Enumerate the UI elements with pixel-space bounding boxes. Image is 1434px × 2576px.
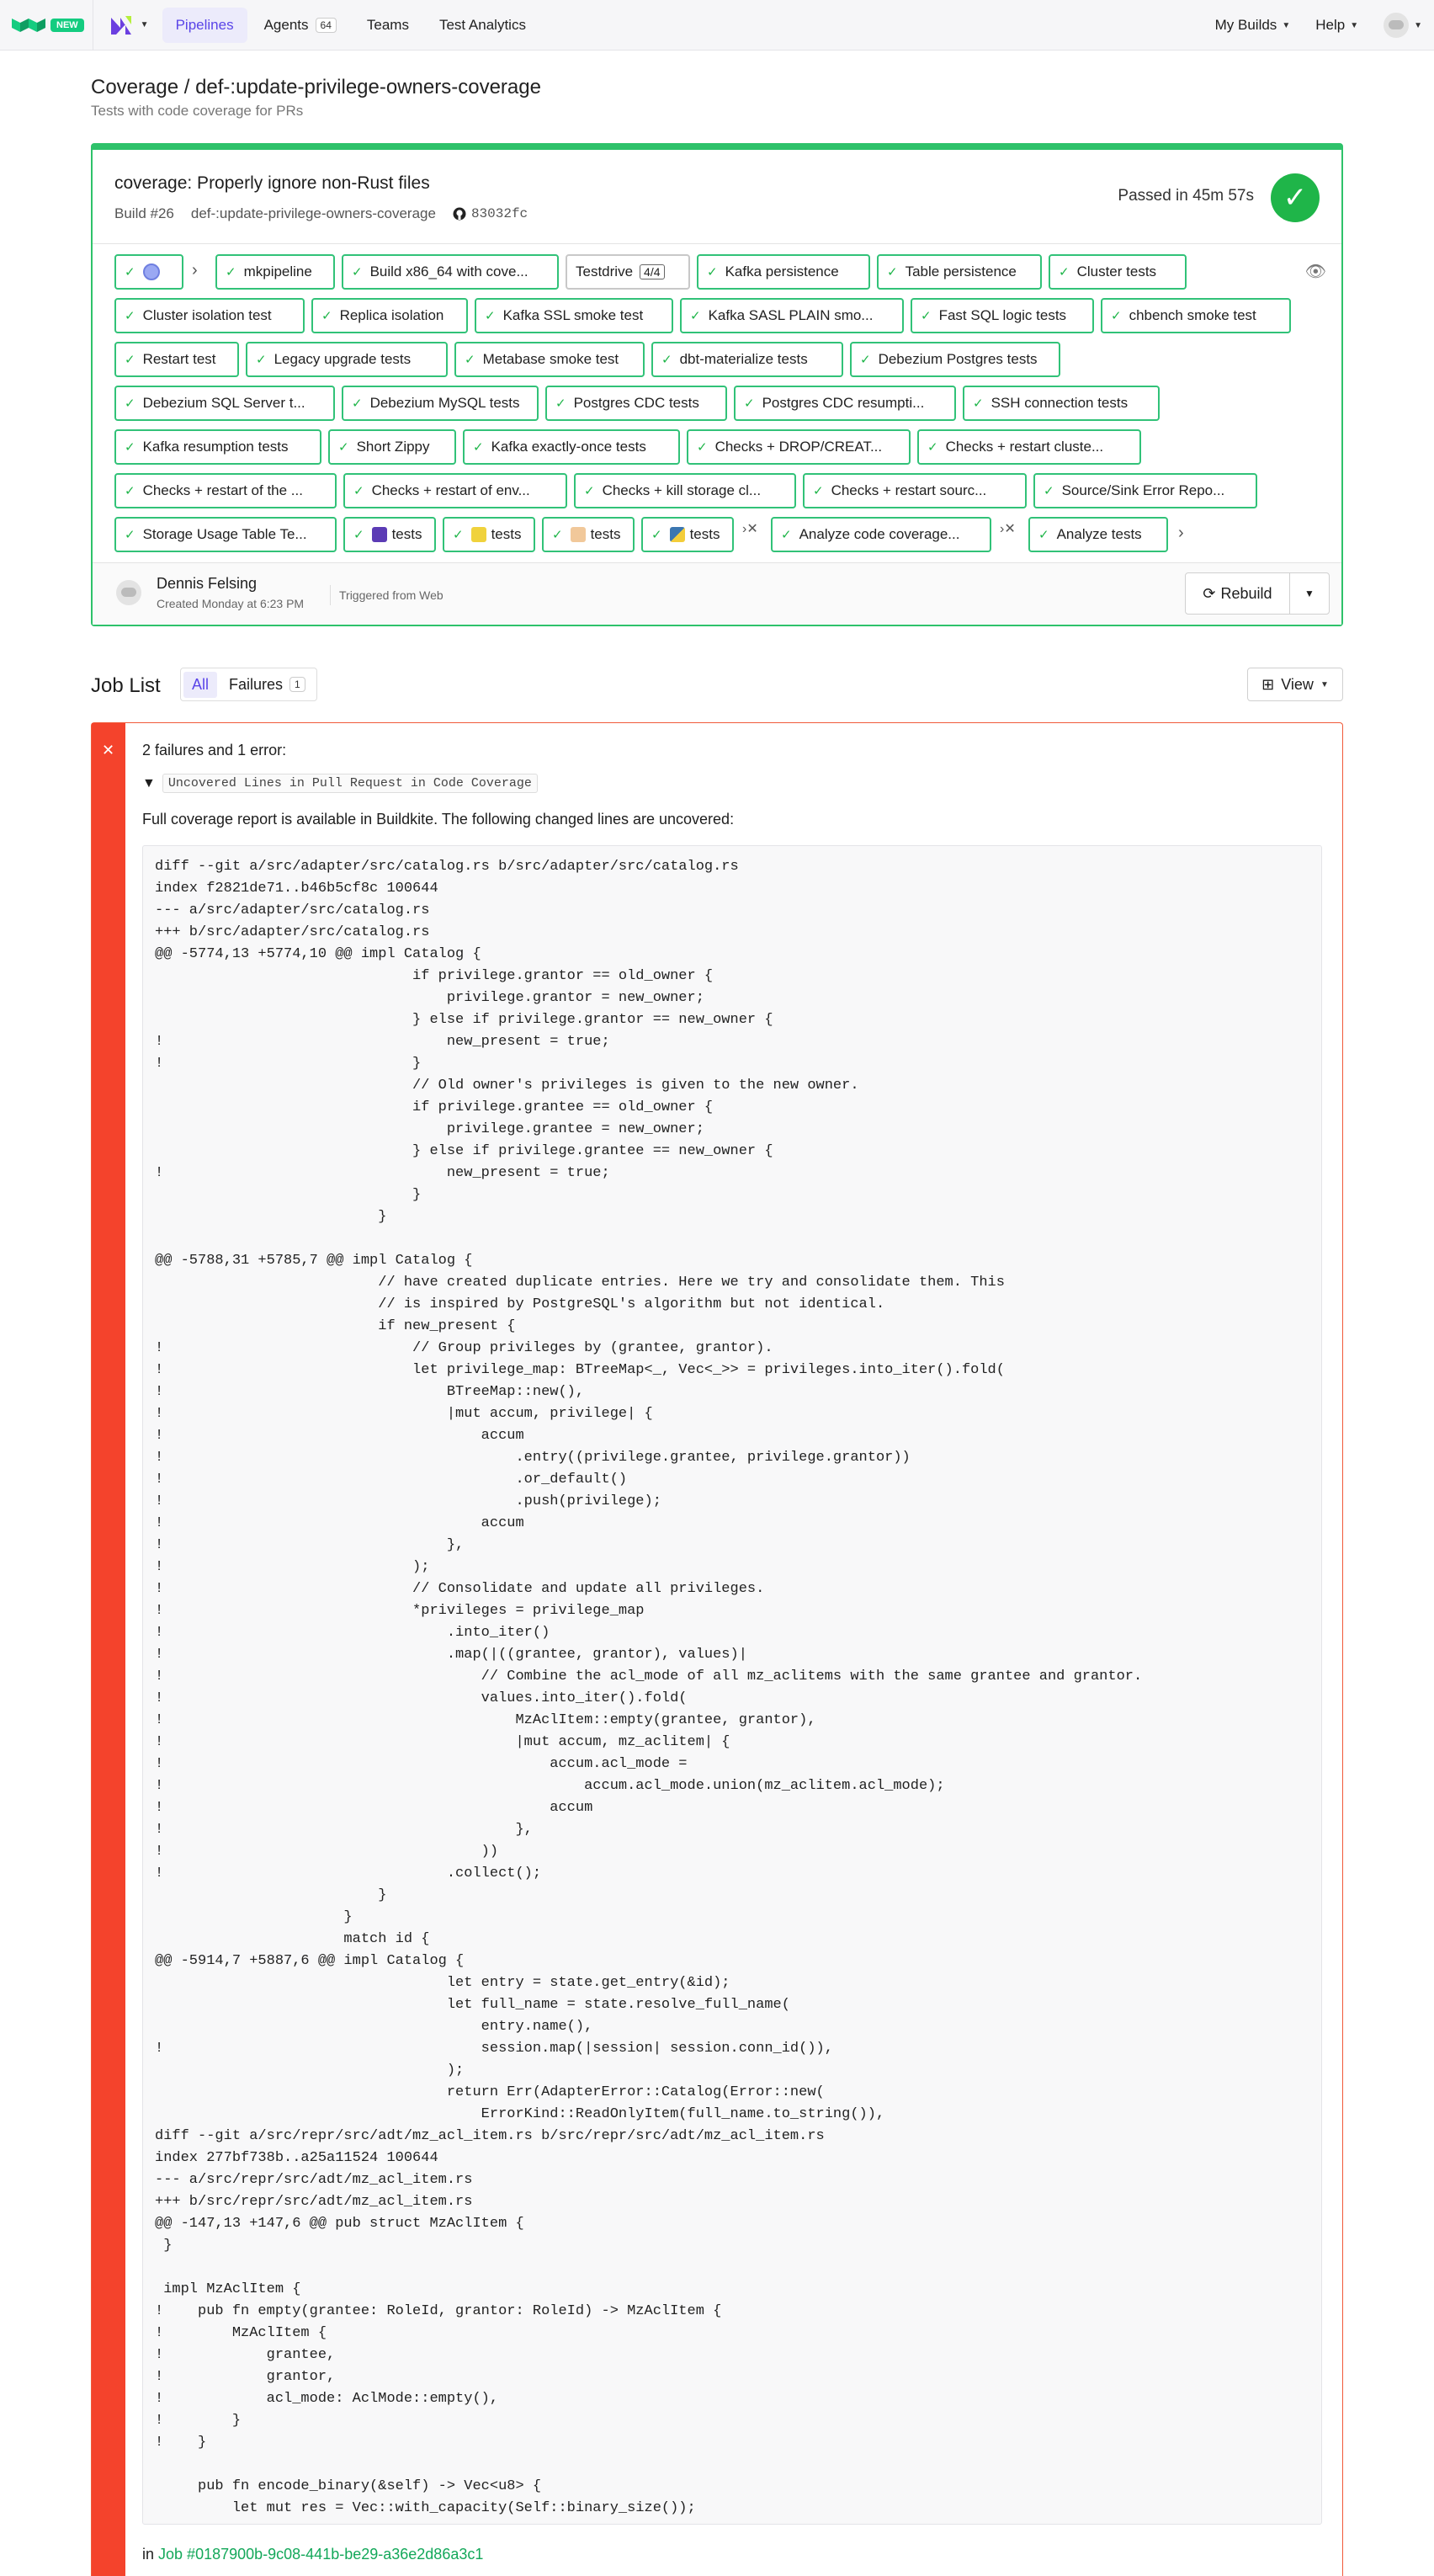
in-prefix: in xyxy=(142,2546,155,2563)
check-icon: ✓ xyxy=(552,528,563,542)
job-label: tests xyxy=(590,526,621,542)
rebuild-label: Rebuild xyxy=(1220,584,1272,602)
chevron-down-icon: ▼ xyxy=(1282,20,1291,30)
build-status-text: Passed in 45m 57s xyxy=(1118,187,1254,205)
github-icon xyxy=(453,207,466,221)
job-label: Postgres CDC resumpti... xyxy=(762,395,925,411)
check-icon: ✓ xyxy=(125,265,135,279)
job-pill[interactable] xyxy=(574,473,796,508)
check-icon: ✓ xyxy=(661,353,672,367)
right-nav xyxy=(1215,0,1422,51)
job-link[interactable]: Job #0187900b-9c08-441b-be29-a36e2d86a3c1 xyxy=(158,2546,484,2563)
page-title: Coverage / def-:update-privilege-owners-coverage xyxy=(91,76,541,98)
job-label: Kafka SSL smoke test xyxy=(502,307,644,323)
check-icon: ✓ xyxy=(125,353,135,367)
check-icon: ✓ xyxy=(584,484,595,498)
job-pill[interactable] xyxy=(877,254,1042,290)
job-label: Cluster tests xyxy=(1076,263,1157,279)
wait-step-icon: ›✕ xyxy=(1000,522,1016,536)
check-icon: ✓ xyxy=(352,265,363,279)
job-label: Analyze code coverage... xyxy=(799,526,960,542)
commit-hash[interactable] xyxy=(453,206,528,221)
view-label: View xyxy=(1281,675,1314,693)
job-label: Checks + restart of the ... xyxy=(142,482,303,498)
job-list-title: Job List xyxy=(91,674,161,697)
check-icon: ✓ xyxy=(125,528,135,542)
nav-agents-label: Agents xyxy=(263,16,309,33)
check-icon: ✓ xyxy=(781,528,792,542)
check-icon: ✓ xyxy=(690,309,701,323)
job-label: Kafka exactly-once tests xyxy=(491,439,646,455)
job-pill[interactable] xyxy=(963,386,1160,421)
nav-agents[interactable] xyxy=(251,8,350,43)
check-icon: ✓ xyxy=(125,397,135,411)
user-avatar xyxy=(1384,13,1409,38)
job-label: Checks + kill storage cl... xyxy=(602,482,762,498)
created-time: Created Monday at 6:23 PM xyxy=(157,597,305,610)
job-pills xyxy=(93,244,1341,562)
check-icon: ✓ xyxy=(353,528,364,542)
check-icon: ✓ xyxy=(125,309,135,323)
grid-icon: ⊞ xyxy=(1261,675,1275,693)
job-label: chbench smoke test xyxy=(1129,307,1256,323)
details-label: Uncovered Lines in Pull Request in Code Coverage xyxy=(162,774,538,793)
refresh-icon: ⟳ xyxy=(1203,584,1216,602)
job-list-header xyxy=(91,668,1343,705)
job-pill[interactable] xyxy=(342,386,539,421)
coverage-details-toggle[interactable] xyxy=(142,774,538,793)
tab-failures[interactable] xyxy=(220,672,314,698)
commit-hash-text: 83032fc xyxy=(470,206,528,221)
buildkite-logo[interactable] xyxy=(12,15,84,35)
user-avatar-icon xyxy=(143,263,160,280)
job-pill[interactable] xyxy=(343,473,567,508)
job-pill[interactable] xyxy=(454,342,645,377)
rebuild-button-group xyxy=(1185,572,1330,615)
job-label: Build x86_64 with cove... xyxy=(369,263,528,279)
check-icon: ✓ xyxy=(555,397,566,411)
check-icon: ✓ xyxy=(744,397,755,411)
failures-count-badge: 1 xyxy=(289,677,305,692)
job-pill[interactable] xyxy=(680,298,904,333)
check-icon: ✓ xyxy=(697,440,708,455)
chevron-right-icon[interactable]: › xyxy=(192,261,198,279)
job-label: Cluster isolation test xyxy=(142,307,272,323)
build-number[interactable]: Build #26 xyxy=(114,205,174,221)
job-pill[interactable] xyxy=(475,298,673,333)
chevron-down-icon: ▼ xyxy=(140,20,149,29)
tab-all[interactable] xyxy=(183,672,217,698)
job-label: Table persistence xyxy=(905,263,1017,279)
job-label: tests xyxy=(391,526,422,542)
my-builds-label: My Builds xyxy=(1214,17,1277,33)
chevron-right-icon[interactable]: › xyxy=(1178,524,1184,542)
rebuild-button[interactable] xyxy=(1186,573,1290,614)
job-label: Replica isolation xyxy=(339,307,444,323)
job-pill-hidden-group[interactable] xyxy=(114,254,183,290)
job-count-badge: 4/4 xyxy=(640,264,664,279)
job-pill[interactable] xyxy=(911,298,1094,333)
check-icon: ✓ xyxy=(860,353,871,367)
check-icon: ✓ xyxy=(813,484,824,498)
job-pill[interactable] xyxy=(1101,298,1291,333)
check-icon: ✓ xyxy=(465,353,475,367)
materialize-org-icon xyxy=(109,13,134,38)
buildkite-logo-icon xyxy=(12,15,45,35)
author-avatar xyxy=(116,580,141,605)
job-label: tests xyxy=(689,526,720,542)
python-icon xyxy=(670,527,685,542)
job-label: Checks + restart sourc... xyxy=(831,482,987,498)
check-icon: ✓ xyxy=(473,440,484,455)
eye-icon[interactable]: 👁 xyxy=(1304,263,1326,281)
check-icon: ✓ xyxy=(125,440,135,455)
job-label: Kafka persistence xyxy=(725,263,839,279)
page-header xyxy=(91,76,1343,120)
tab-failures-label: Failures xyxy=(229,675,284,693)
nav-pipelines-label: Pipelines xyxy=(175,16,234,33)
main-nav xyxy=(162,0,543,51)
help-label: Help xyxy=(1315,17,1346,33)
error-x-icon: ✕ xyxy=(102,742,115,758)
job-pill[interactable] xyxy=(1049,254,1187,290)
job-label: Analyze tests xyxy=(1056,526,1142,542)
build-header xyxy=(93,150,1341,244)
job-label: Kafka SASL PLAIN smo... xyxy=(708,307,874,323)
job-pill[interactable] xyxy=(246,342,448,377)
branch-name[interactable]: def-:update-privilege-owners-coverage xyxy=(190,205,436,221)
job-pill[interactable] xyxy=(1028,517,1168,552)
job-pill[interactable] xyxy=(651,342,843,377)
job-label: SSH connection tests xyxy=(991,395,1129,411)
job-pill[interactable] xyxy=(343,517,436,552)
job-label: Source/Sink Error Repo... xyxy=(1061,482,1225,498)
trigger-source: Triggered from Web xyxy=(330,585,443,605)
build-meta xyxy=(114,205,528,222)
job-label: Postgres CDC tests xyxy=(573,395,699,411)
job-label: Checks + restart of env... xyxy=(371,482,530,498)
help-menu[interactable] xyxy=(1315,17,1358,34)
job-reference xyxy=(142,2546,483,2563)
job-pill[interactable] xyxy=(734,386,956,421)
page-subtitle: Tests with code coverage for PRs xyxy=(91,103,304,119)
check-icon: ✓ xyxy=(651,528,662,542)
java-icon xyxy=(571,527,586,542)
check-icon: ✓ xyxy=(338,440,349,455)
job-pill-group[interactable] xyxy=(566,254,690,290)
check-icon: ✓ xyxy=(927,440,938,455)
job-pill[interactable] xyxy=(215,254,335,290)
top-navigation-bar xyxy=(0,0,1434,51)
check-icon: ✓ xyxy=(1038,528,1049,542)
check-icon: ✓ xyxy=(353,484,364,498)
chevron-down-icon: ▼ xyxy=(1350,20,1359,30)
job-pill[interactable] xyxy=(771,517,991,552)
job-label: Legacy upgrade tests xyxy=(274,351,412,367)
passed-check-icon: ✓ xyxy=(1271,173,1320,222)
job-pill[interactable] xyxy=(917,429,1141,465)
job-pill[interactable] xyxy=(803,473,1027,508)
build-card xyxy=(91,143,1343,626)
job-pill[interactable] xyxy=(463,429,680,465)
error-stripe xyxy=(92,723,125,2576)
nav-test-analytics-label: Test Analytics xyxy=(438,16,526,33)
job-pill[interactable] xyxy=(697,254,870,290)
commit-message: coverage: Properly ignore non-Rust files xyxy=(114,173,430,193)
job-label: Kafka resumption tests xyxy=(142,439,289,455)
job-label: mkpipeline xyxy=(243,263,312,279)
job-label: Debezium SQL Server t... xyxy=(142,395,305,411)
job-label: Storage Usage Table Te... xyxy=(142,526,307,542)
check-icon: ✓ xyxy=(321,309,332,323)
nav-teams-label: Teams xyxy=(366,16,409,33)
check-icon: ✓ xyxy=(453,528,464,542)
check-icon: ✓ xyxy=(921,309,932,323)
org-switcher[interactable] xyxy=(102,8,156,43)
check-icon: ✓ xyxy=(352,397,363,411)
build-footer xyxy=(93,562,1341,625)
job-pill[interactable] xyxy=(1033,473,1257,508)
job-label: Debezium MySQL tests xyxy=(369,395,520,411)
check-icon: ✓ xyxy=(256,353,267,367)
job-pill[interactable] xyxy=(328,429,456,465)
check-icon: ✓ xyxy=(1044,484,1054,498)
job-label: Checks + restart cluste... xyxy=(945,439,1104,455)
job-pill[interactable] xyxy=(114,517,337,552)
job-pill[interactable] xyxy=(114,473,337,508)
check-icon: ✓ xyxy=(707,265,718,279)
view-button[interactable] xyxy=(1247,668,1343,701)
job-pill[interactable] xyxy=(114,298,305,333)
nav-teams[interactable] xyxy=(353,8,422,43)
rebuild-dropdown[interactable] xyxy=(1290,573,1329,614)
tab-all-label: All xyxy=(192,675,210,693)
job-label: Metabase smoke test xyxy=(482,351,619,367)
job-label: Testdrive xyxy=(576,263,634,279)
job-filter-tabs xyxy=(180,668,317,701)
check-icon: ✓ xyxy=(226,265,236,279)
nav-pipelines[interactable] xyxy=(162,8,247,43)
job-pill[interactable] xyxy=(641,517,734,552)
job-label: Fast SQL logic tests xyxy=(938,307,1067,323)
nav-test-analytics[interactable] xyxy=(426,8,539,43)
wait-step-icon: ›✕ xyxy=(742,522,758,536)
check-icon: ✓ xyxy=(1111,309,1122,323)
check-icon: ✓ xyxy=(125,484,135,498)
job-pill[interactable] xyxy=(687,429,911,465)
job-pill[interactable] xyxy=(542,517,635,552)
job-label: Short Zippy xyxy=(356,439,430,455)
job-pill[interactable] xyxy=(311,298,468,333)
my-builds-menu[interactable] xyxy=(1215,17,1291,34)
chevron-down-icon: ▼ xyxy=(1320,679,1329,689)
hexagon-icon xyxy=(372,527,387,542)
diff-code-block xyxy=(142,845,1322,2525)
new-badge: NEW xyxy=(50,19,84,32)
job-pill[interactable] xyxy=(342,254,559,290)
user-menu[interactable] xyxy=(1384,13,1422,38)
job-label: tests xyxy=(491,526,522,542)
agents-count-badge: 64 xyxy=(316,18,337,33)
check-icon: ✓ xyxy=(485,309,496,323)
triangle-down-icon: ▼ xyxy=(142,775,156,790)
javascript-icon xyxy=(471,527,486,542)
job-pill[interactable] xyxy=(443,517,535,552)
job-pill[interactable] xyxy=(545,386,727,421)
author-name: Dennis Felsing xyxy=(157,575,258,592)
job-label: Checks + DROP/CREAT... xyxy=(714,439,883,455)
error-summary: 2 failures and 1 error: xyxy=(142,742,287,758)
chevron-down-icon: ▼ xyxy=(1414,20,1422,30)
check-icon: ✓ xyxy=(887,265,898,279)
error-annotation xyxy=(91,722,1343,2576)
job-pill[interactable] xyxy=(114,386,335,421)
job-label: Restart test xyxy=(142,351,216,367)
job-label: dbt-materialize tests xyxy=(679,351,808,367)
job-pill[interactable] xyxy=(114,342,239,377)
chevron-down-icon: ▼ xyxy=(1304,588,1314,599)
job-pill[interactable] xyxy=(114,429,321,465)
job-label: Debezium Postgres tests xyxy=(878,351,1038,367)
check-icon: ✓ xyxy=(973,397,984,411)
check-icon: ✓ xyxy=(1059,265,1070,279)
coverage-intro: Full coverage report is available in Buildkite. The following changed lines are uncovered: xyxy=(142,811,735,828)
job-pill[interactable] xyxy=(850,342,1060,377)
diff-code: diff --git a/src/adapter/src/catalog.rs b/src/adapter/src/catalog.rs index f2821de71..b46b5cf8c 100644 --- a/src/adapter/src/catalog.rs +++ b/src/adapter/src/catalog.rs @@ -5774,13 +5774,10 @@ impl Catalog { if privilege.grantor == old_owner { privilege.grantor = new_owner; } else if privilege.grantor == new_owner { ! new_present = true; ! } // Old owner's privileges is given to the new owner. if privilege.grantee == old_owner { privilege.grantee = new_owner; } else if privilege.grantee == new_owner { ! new_present = true; } } @@ -5788,31 +5785,7 @@ impl Catalog { // have created duplicate entries. Here we try and consolidate them. This // is inspired by PostgreSQL's algorithm but not identical. if new_present { ! // Group privileges by (grantee, grantor). ! let privilege_map: BTreeMap<_, Vec<_>> = privileges.into_iter().fold( ! BTreeMap::new(), ! |mut accum, privilege| { ! accum ! .entry((privilege.grantee, privilege.grantor)) ! .or_default() ! .push(privilege); ! accum ! }, ! ); ! // Consolidate and update all privileges. ! *privileges = privilege_map ! .into_iter() ! .map(|((grantee, grantor), values)| ! // Combine the acl_mode of all mz_aclitems with the same grantee and grantor. ! values.into_iter().fold( ! MzAclItem::empty(grantee, grantor), ! |mut accum, mz_aclitem| { ! accum.acl_mode = ! accum.acl_mode.union(mz_aclitem.acl_mode); ! accum ! }, ! )) ! .collect(); } } match id { @@ -5914,7 +5887,6 @@ impl Catalog { let entry = state.get_entry(&id); let full_name = state.resolve_full_name( entry.name(), ! session.map(|session| session.conn_id()), ); return Err(AdapterError::Catalog(Error::new( ErrorKind::ReadOnlyItem(full_name.to_string()), diff --git a/src/repr/src/adt/mz_acl_item.rs b/src/repr/src/adt/mz_acl_item.rs index 277bf738b..a25a11524 100644 --- a/src/repr/src/adt/mz_acl_item.rs +++ b/src/repr/src/adt/mz_acl_item.rs @@ -147,13 +147,6 @@ pub struct MzAclItem { } impl MzAclItem { ! pub fn empty(grantee: RoleId, grantor: RoleId) -> MzAclItem { ! MzAclItem { ! grantee, ! grantor, ! acl_mode: AclMode::empty(), ! } ! } pub fn encode_binary(&self) -> Vec<u8> { let mut res = Vec::with_capacity(Self::binary_size()); xyxy=(155,859,1143,2516)
